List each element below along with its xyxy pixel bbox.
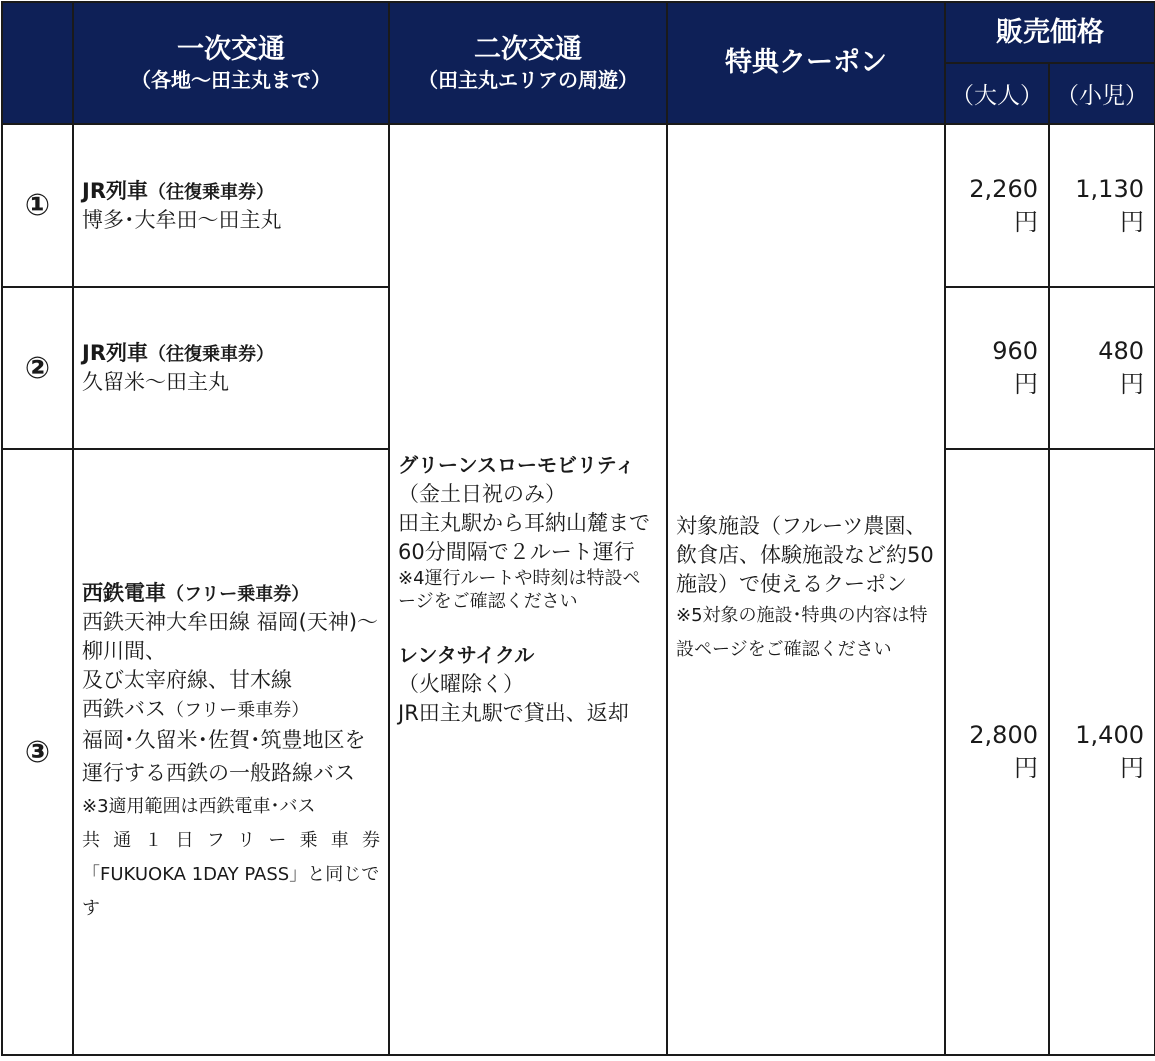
coupon-title: 特典クーポン — [725, 47, 887, 78]
secondary-transport-subtitle: （田主丸エリアの周遊） — [418, 68, 638, 92]
primary-transport-cell — [73, 124, 389, 287]
spacer — [398, 613, 658, 641]
row-number: ② — [2, 287, 73, 449]
primary-transport-subtitle: （各地～田主丸まで） — [131, 68, 331, 92]
child-price-unit: 円 — [1120, 754, 1144, 782]
adult-price: 960 — [992, 337, 1038, 365]
child-price-unit: 円 — [1120, 370, 1144, 398]
adult-price-unit: 円 — [1014, 207, 1038, 236]
child-price-cell — [1049, 287, 1155, 449]
transport-title-note: （フリー乗車券） — [166, 583, 310, 605]
green-mobility-note: ※4運行ルートや時刻は特設ページをご確認ください — [398, 568, 641, 612]
transport-title: JR列車 — [82, 178, 148, 203]
primary-transport-title: 一次交通 — [177, 34, 285, 65]
adult-price-cell — [945, 449, 1049, 1055]
green-mobility-days: （金土日祝のみ） — [398, 482, 566, 506]
coupon-desc: 対象施設（フルーツ農園、飲食店、体験施設など約50施設）で使えるクーポン — [676, 514, 934, 596]
transport-route: 博多･大牟田～田主丸 — [82, 207, 282, 232]
child-price: 480 — [1098, 337, 1144, 365]
adult-price-cell — [945, 287, 1049, 449]
transport-title-note: （往復乗車券） — [147, 344, 274, 365]
green-mobility-desc: 田主丸駅から耳納山麓まで60分間隔で２ルート運行 — [398, 511, 650, 564]
secondary-transport-cell — [389, 124, 667, 1055]
transport-title: 西鉄電車 — [82, 580, 166, 605]
child-price: 1,130 — [1075, 174, 1144, 203]
child-price-unit: 円 — [1120, 207, 1144, 236]
pass-note-a: ※3適用範囲は西鉄電車･バス — [82, 795, 316, 817]
adult-price: 2,800 — [969, 721, 1038, 749]
child-price-cell — [1049, 449, 1155, 1055]
secondary-transport-title: 二次交通 — [474, 34, 582, 65]
primary-transport-cell — [73, 449, 389, 1055]
fare-table — [1, 1, 1155, 1056]
green-mobility-title: グリーンスローモビリティ — [398, 453, 635, 477]
bus-area: 福岡･久留米･佐賀･筑豊地区を運行する西鉄の一般路線バス — [82, 727, 366, 785]
row-number: ① — [2, 124, 73, 287]
rental-cycle-title: レンタサイクル — [398, 643, 535, 667]
transport-title: JR列車 — [82, 341, 148, 365]
primary-transport-cell — [73, 287, 389, 449]
railway-lines: 西鉄天神大牟田線 福岡(天神)～柳川間、 — [82, 609, 379, 663]
header-price — [945, 2, 1155, 63]
price-title: 販売価格 — [996, 16, 1104, 48]
rental-cycle-days: （火曜除く） — [398, 672, 524, 696]
transport-route: 久留米～田主丸 — [82, 370, 229, 394]
row-number: ③ — [2, 449, 73, 1055]
table-row — [2, 124, 1155, 287]
child-price-cell — [1049, 124, 1155, 287]
header-blank-cell — [2, 2, 73, 124]
adult-price-unit: 円 — [1014, 370, 1038, 398]
transport-title-note: （往復乗車券） — [147, 181, 274, 203]
header-adult: （大人） — [945, 63, 1049, 124]
header-child: （小児） — [1049, 63, 1155, 124]
rental-cycle-desc: JR田主丸駅で貸出、返却 — [398, 701, 629, 725]
header-coupon — [667, 2, 945, 124]
coupon-note: ※5対象の施設･特典の内容は特設ページをご確認ください — [676, 605, 928, 660]
adult-price-unit: 円 — [1014, 754, 1038, 782]
child-price: 1,400 — [1075, 721, 1144, 749]
bus-title-note: （フリー乗車券） — [166, 699, 310, 721]
bus-title: 西鉄バス — [82, 696, 166, 721]
railway-lines-extra: 及び太宰府線、甘木線 — [82, 667, 292, 692]
coupon-cell — [667, 124, 945, 1055]
header-primary-transport — [73, 2, 389, 124]
adult-price: 2,260 — [969, 174, 1038, 203]
adult-price-cell — [945, 124, 1049, 287]
pass-note-b: 共通１日フリー乗車券 — [82, 829, 380, 851]
pass-note-c: 「FUKUOKA 1DAY PASS」と同じです — [82, 863, 380, 919]
header-secondary-transport — [389, 2, 667, 124]
